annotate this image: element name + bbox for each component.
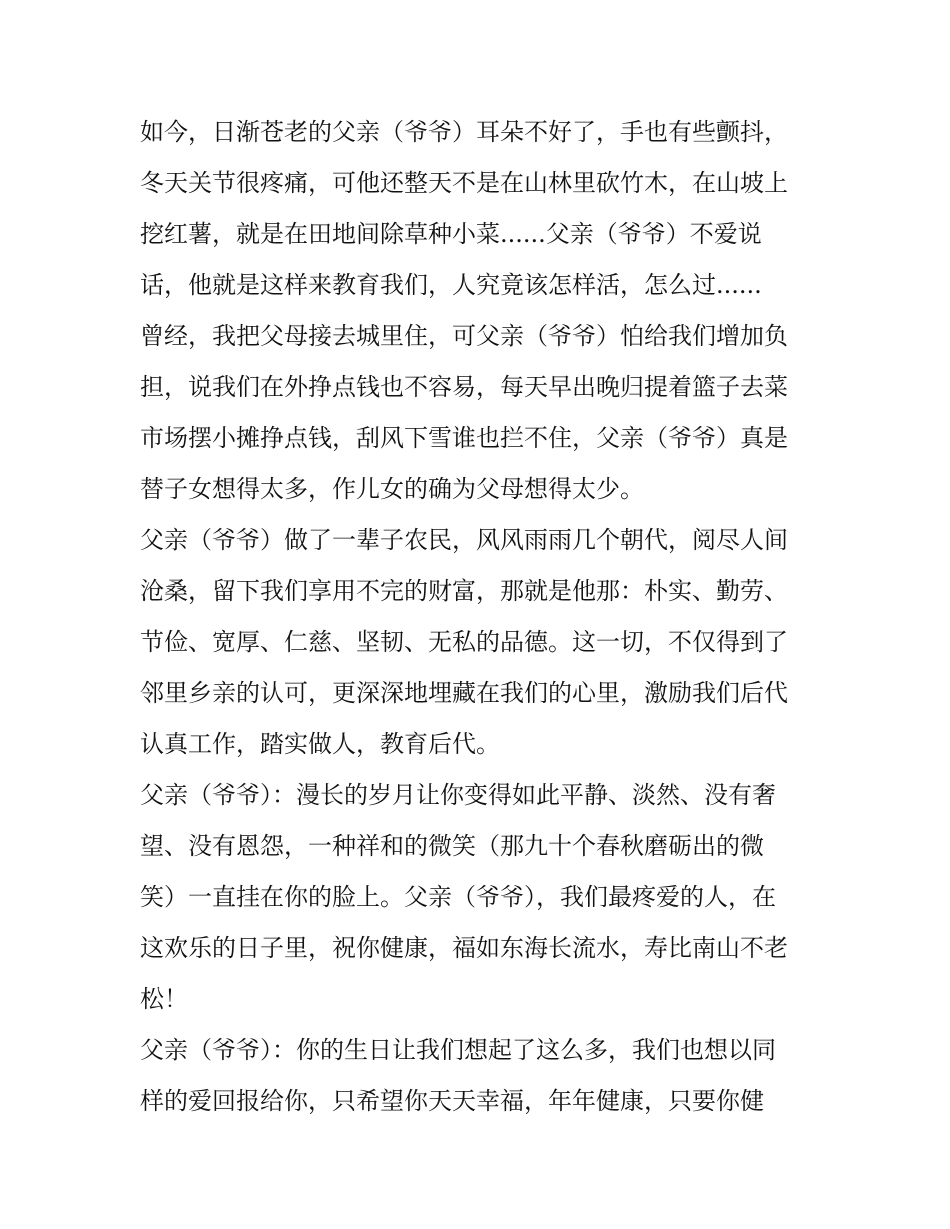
- text-line: 沧桑，留下我们享用不完的财富，那就是他那：朴实、勤劳、: [140, 577, 788, 605]
- text-line: 父亲（爷爷）做了一辈子农民，风风雨雨几个朝代，阅尽人间: [140, 526, 788, 554]
- text-line: 冬天关节很疼痛，可他还整天不是在山林里砍竹木，在山坡上: [140, 169, 788, 197]
- text-line: 市场摆小摊挣点钱，刮风下雪谁也拦不住，父亲（爷爷）真是: [140, 424, 788, 452]
- text-line: 松！: [140, 985, 188, 1013]
- text-line: 曾经，我把父母接去城里住，可父亲（爷爷）怕给我们增加负: [140, 322, 788, 350]
- text-line: 担，说我们在外挣点钱也不容易，每天早出晚归提着篮子去菜: [140, 373, 788, 401]
- text-line: 认真工作，踏实做人，教育后代。: [140, 730, 500, 758]
- body-text: [140, 107, 820, 1127]
- text-line: 这欢乐的日子里，祝你健康，福如东海长流水，寿比南山不老: [140, 934, 788, 962]
- text-line: 父亲（爷爷）：漫长的岁月让你变得如此平静、淡然、没有奢: [140, 781, 776, 809]
- text-line: 如今，日渐苍老的父亲（爷爷）耳朵不好了，手也有些颤抖，: [140, 118, 788, 146]
- text-line: 样的爱回报给你，只希望你天天幸福，年年健康，只要你健: [140, 1087, 764, 1115]
- text-line: 话，他就是这样来教育我们，人究竟该怎样活，怎么过......: [140, 271, 762, 299]
- text-line: 父亲（爷爷）：你的生日让我们想起了这么多，我们也想以同: [140, 1036, 776, 1064]
- text-line: 替子女想得太多，作儿女的确为父母想得太少。: [140, 475, 644, 503]
- text-line: 节俭、宽厚、仁慈、坚韧、无私的品德。这一切，不仅得到了: [140, 628, 788, 656]
- text-line: 邻里乡亲的认可，更深深地埋藏在我们的心里，激励我们后代: [140, 679, 788, 707]
- text-line: 挖红薯，就是在田地间除草种小菜......父亲（爷爷）不爱说: [140, 220, 762, 248]
- text-line: 笑）一直挂在你的脸上。父亲（爷爷），我们最疼爱的人，在: [140, 883, 776, 911]
- text-line: 望、没有恩怨，一种祥和的微笑（那九十个春秋磨砺出的微: [140, 832, 764, 860]
